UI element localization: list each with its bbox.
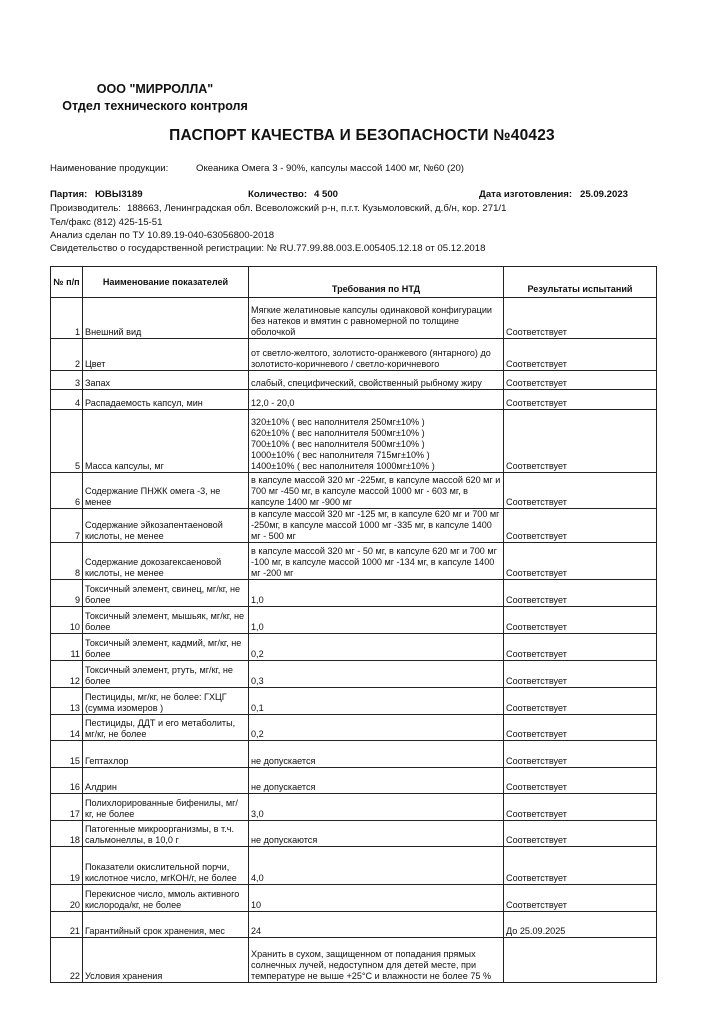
row-number: 14 [51,715,83,741]
table-row [51,715,657,741]
row-indicator-name: Патогенные микроорганизмы, в т.ч. сальмонеллы, в 10,0 г [83,821,249,847]
row-number: 7 [51,509,83,543]
row-indicator-name: Содержание эйкозапентаеновой кислоты, не менее [83,509,249,543]
table-row [51,410,657,473]
row-number: 3 [51,371,83,390]
table-row [51,607,657,634]
row-requirement: от светло-желтого, золотисто-оранжевого (янтарного) до золотисто-коричневого / светло-коричневого [249,339,504,371]
header-requirements: Требования по НТД [249,267,504,298]
row-indicator-name: Цвет [83,339,249,371]
row-requirement: не допускаются [249,821,504,847]
row-indicator-name: Токсичный элемент, кадмий, мг/кг, не более [83,634,249,661]
row-number: 11 [51,634,83,661]
row-result: Соответствует [504,473,657,509]
quantity-value: 4 500 [314,189,339,200]
row-indicator-name: Распадаемость капсул, мин [83,390,249,410]
table-row [51,821,657,847]
table-row [51,661,657,688]
row-indicator-name: Гептахлор [83,741,249,768]
row-requirement: слабый, специфический, свойственный рыбному жиру [249,371,504,390]
row-result: Соответствует [504,715,657,741]
table-row [51,885,657,912]
row-indicator-name: Полихлорированные бифенилы, мг/кг, не более [83,794,249,821]
row-indicator-name: Токсичный элемент, свинец, мг/кг, не более [83,580,249,607]
batch-value: ЮВЫ3189 [95,189,143,200]
row-number: 2 [51,339,83,371]
table-row [51,390,657,410]
row-result: До 25.09.2025 [504,912,657,938]
row-result: Соответствует [504,607,657,634]
table-row [51,741,657,768]
row-number: 18 [51,821,83,847]
table-row [51,768,657,794]
row-requirement: 3,0 [249,794,504,821]
row-number: 1 [51,298,83,339]
row-result: Соответствует [504,298,657,339]
row-number: 10 [51,607,83,634]
row-result: Соответствует [504,410,657,473]
row-result: Соответствует [504,509,657,543]
row-result [504,938,657,983]
row-indicator-name: Масса капсулы, мг [83,410,249,473]
org-name: ООО "МИРРОЛЛА" [96,82,214,96]
certificate-line: Свидетельство о государственной регистрации: № RU.77.99.88.003.E.005405.12.18 от 05.12.2018 [50,243,486,254]
row-requirement: в капсуле массой 320 мг -125 мг, в капсуле 620 мг и 700 мг -250мг, в капсуле массой 1000 мг -335 мг, в капсуле 1400 мг - 500 мг [249,509,504,543]
row-result: Соответствует [504,580,657,607]
batch-label: Партия: [50,189,88,200]
row-number: 16 [51,768,83,794]
row-indicator-name: Показатели окислительной порчи, кислотное число, мгКОН/г, не более [83,847,249,885]
row-indicator-name: Перекисное число, ммоль активного кислорода/кг, не более [83,885,249,912]
row-number: 20 [51,885,83,912]
row-result: Соответствует [504,885,657,912]
row-result: Соответствует [504,794,657,821]
row-result: Соответствует [504,768,657,794]
row-requirement: в капсуле массой 320 мг -225мг, в капсуле массой 620 мг и 700 мг -450 мг, в капсуле массой 1000 мг - 603 мг, в капсуле 1400 мг -900 мг [249,473,504,509]
header-name: Наименование показателей [83,267,249,298]
table-row [51,473,657,509]
row-result: Соответствует [504,390,657,410]
row-number: 12 [51,661,83,688]
manufacturer-label: Производитель: [50,203,121,214]
row-requirement: не допускается [249,768,504,794]
analysis-line: Анализ сделан по ТУ 10.89.19-040-63056800-2018 [50,230,275,241]
table-header-row [51,267,657,298]
row-indicator-name: Содержание ПНЖК омега -3, не менее [83,473,249,509]
table-row [51,688,657,715]
row-requirement: 0,1 [249,688,504,715]
row-requirement: 0,2 [249,715,504,741]
row-indicator-name: Содержание докозагексаеновой кислоты, не менее [83,543,249,580]
row-number: 17 [51,794,83,821]
row-result: Соответствует [504,688,657,715]
row-result: Соответствует [504,543,657,580]
row-number: 22 [51,938,83,983]
row-requirement: Хранить в сухом, защищенном от попадания прямых солнечных лучей, недоступном для детей месте, при температуре не выше +25°С и влажности не более 75 % [249,938,504,983]
row-number: 13 [51,688,83,715]
table-row [51,847,657,885]
row-number: 9 [51,580,83,607]
row-result: Соответствует [504,847,657,885]
table-row [51,298,657,339]
row-result: Соответствует [504,371,657,390]
row-number: 15 [51,741,83,768]
row-requirement: 24 [249,912,504,938]
row-requirement: 320±10% ( вес наполнителя 250мг±10% ) 620±10% ( вес наполнителя 500мг±10% ) 700±10% ( вес наполнителя 500мг±10% ) 1000±10% ( вес наполнителя 715мг±10% ) 1400±10% ( вес наполнителя 1000мг±10% ) [249,410,504,473]
row-number: 19 [51,847,83,885]
row-indicator-name: Гарантийный срок хранения, мес [83,912,249,938]
row-result: Соответствует [504,661,657,688]
results-table [50,266,657,983]
table-row [51,938,657,983]
row-number: 8 [51,543,83,580]
table-row [51,543,657,580]
row-indicator-name: Токсичный элемент, мышьяк, мг/кг, не более [83,607,249,634]
row-requirement: 1,0 [249,607,504,634]
row-indicator-name: Запах [83,371,249,390]
row-number: 4 [51,390,83,410]
row-indicator-name: Внешний вид [83,298,249,339]
row-requirement: 10 [249,885,504,912]
row-result: Соответствует [504,821,657,847]
row-requirement: 0,3 [249,661,504,688]
row-result: Соответствует [504,634,657,661]
table-row [51,794,657,821]
header-num: № п/п [51,267,83,298]
row-indicator-name: Пестициды, ДДТ и его метаболиты, мг/кг, не более [83,715,249,741]
table-row [51,580,657,607]
table-row [51,509,657,543]
product-value: Океаника Омега 3 - 90%, капсулы массой 1400 мг, №60 (20) [196,163,465,174]
row-requirement: Мягкие желатиновые капсулы одинаковой конфигурации без натеков и вмятин с равномерной по толщине оболочкой [249,298,504,339]
product-label: Наименование продукции: [50,163,169,174]
phone-line: Тел/факс (812) 425-15-51 [50,217,163,228]
row-requirement: 1,0 [249,580,504,607]
row-number: 6 [51,473,83,509]
document-title: ПАСПОРТ КАЧЕСТВА И БЕЗОПАСНОСТИ №40423 [169,127,555,144]
row-result: Соответствует [504,339,657,371]
row-indicator-name: Алдрин [83,768,249,794]
row-indicator-name: Условия хранения [83,938,249,983]
quantity-label: Количество: [248,189,308,200]
manufacture-date-label: Дата изготовления: [479,189,573,200]
row-number: 21 [51,912,83,938]
row-requirement: в капсуле массой 320 мг - 50 мг, в капсуле 620 мг и 700 мг -100 мг, в капсуле массой 1000 мг -134 мг, в капсуле 1400 мг -200 мг [249,543,504,580]
table-row [51,912,657,938]
row-indicator-name: Пестициды, мг/кг, не более: ГХЦГ (сумма изомеров ) [83,688,249,715]
manufacture-date-value: 25.09.2023 [580,189,629,200]
department-name: Отдел технического контроля [62,99,248,113]
row-requirement: 12,0 - 20,0 [249,390,504,410]
row-number: 5 [51,410,83,473]
row-requirement: 0,2 [249,634,504,661]
row-requirement: не допускается [249,741,504,768]
table-row [51,371,657,390]
row-result: Соответствует [504,741,657,768]
row-indicator-name: Токсичный элемент, ртуть, мг/кг, не более [83,661,249,688]
row-requirement: 4,0 [249,847,504,885]
table-row [51,634,657,661]
header-results: Результаты испытаний [504,267,657,298]
manufacturer-value: 188663, Ленинградская обл. Всеволожский р-н, п.г.т. Кузьмоловский, д.б/н, кор. 271/1 [127,203,507,214]
table-row [51,339,657,371]
